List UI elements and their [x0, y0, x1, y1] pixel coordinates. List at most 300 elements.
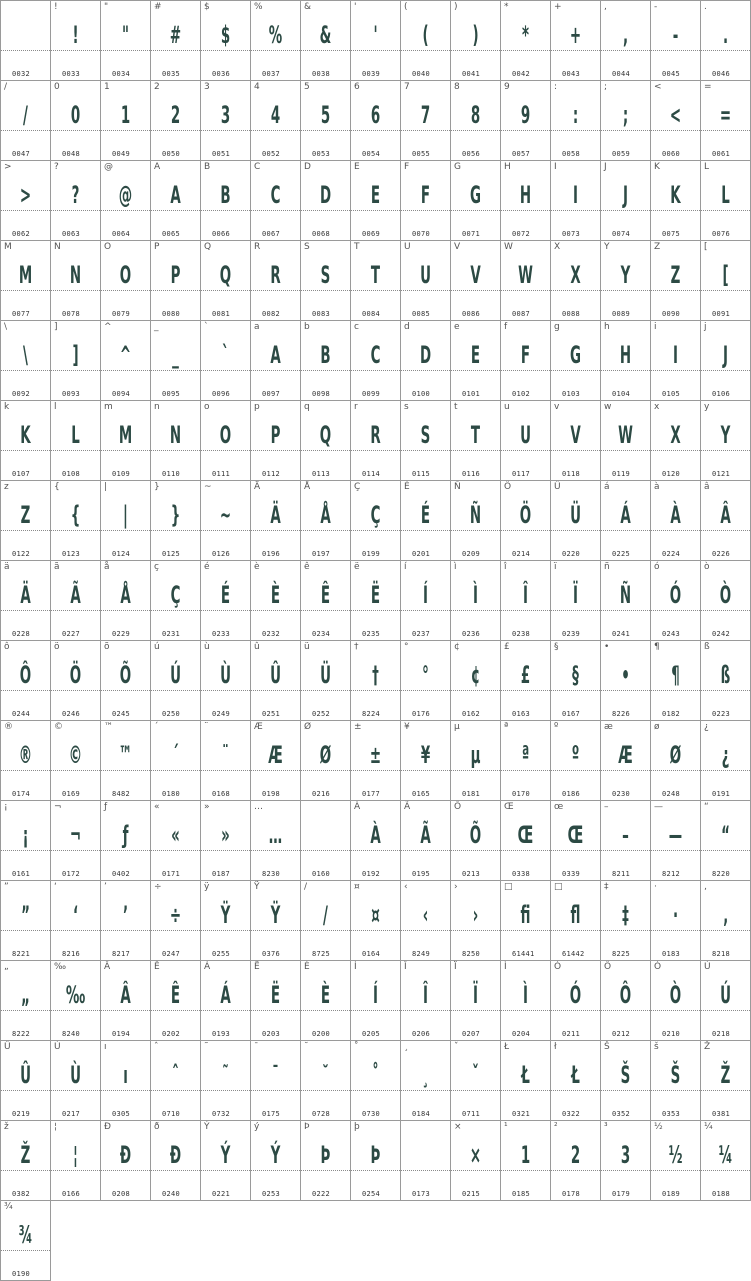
glyph-cell [601, 1041, 651, 1121]
font-glyph: • [621, 661, 630, 689]
glyph-cell [251, 721, 301, 801]
font-glyph: É [220, 581, 231, 609]
glyph-cell [151, 1041, 201, 1121]
reference-character: é [204, 562, 210, 572]
reference-character: ! [54, 2, 58, 12]
character-code: 0254 [362, 1190, 381, 1198]
baseline-guide [651, 530, 700, 531]
character-code: 0092 [12, 390, 31, 398]
character-code: 0211 [562, 1030, 581, 1038]
font-glyph: ¨ [222, 741, 229, 769]
baseline-guide [601, 210, 650, 211]
baseline-guide [51, 210, 100, 211]
reference-character: } [154, 482, 160, 492]
reference-character: ( [404, 2, 408, 12]
font-glyph: Ü [320, 661, 331, 689]
glyph-cell [251, 641, 301, 721]
glyph-cell [601, 881, 651, 961]
reference-character: ý [254, 1122, 260, 1132]
character-code: 0230 [612, 790, 631, 798]
reference-character: ] [54, 322, 58, 332]
baseline-guide [151, 130, 200, 131]
font-glyph: Œ [567, 821, 584, 849]
baseline-guide [551, 130, 600, 131]
baseline-guide [251, 930, 300, 931]
character-code: 0060 [662, 150, 681, 158]
baseline-guide [651, 1090, 700, 1091]
baseline-guide [101, 610, 150, 611]
character-code: 0101 [462, 390, 481, 398]
character-code: 0732 [212, 1110, 231, 1118]
glyph-cell [451, 321, 501, 401]
glyph-cell [201, 81, 251, 161]
reference-character: v [554, 402, 560, 412]
character-code: 0214 [512, 550, 531, 558]
character-code: 0111 [212, 470, 231, 478]
font-glyph: J [623, 181, 628, 209]
character-code: 0123 [62, 550, 81, 558]
glyph-cell [251, 321, 301, 401]
character-code: 0090 [662, 310, 681, 318]
glyph-cell [501, 721, 551, 801]
font-glyph: ¯ [272, 1061, 279, 1089]
baseline-guide [351, 50, 400, 51]
glyph-cell [501, 1, 551, 81]
font-glyph: ( [422, 21, 429, 49]
font-glyph: Ù [220, 661, 231, 689]
font-glyph: C [370, 341, 381, 369]
glyph-cell [351, 641, 401, 721]
baseline-guide [551, 450, 600, 451]
font-glyph: ° [422, 661, 429, 689]
glyph-cell [501, 641, 551, 721]
glyph-cell [201, 1041, 251, 1121]
reference-character: š [654, 1042, 659, 1052]
baseline-guide [401, 370, 450, 371]
font-glyph: O [219, 421, 232, 449]
glyph-cell [101, 241, 151, 321]
character-code: 0223 [712, 710, 731, 718]
baseline-guide [301, 850, 350, 851]
glyph-cell [551, 161, 601, 241]
glyph-cell [401, 241, 451, 321]
character-code: 8725 [312, 950, 331, 958]
font-glyph: K [670, 181, 681, 209]
character-code: 0236 [462, 630, 481, 638]
baseline-guide [151, 850, 200, 851]
reference-character: W [504, 242, 513, 252]
baseline-guide [351, 530, 400, 531]
glyph-cell [401, 161, 451, 241]
glyph-cell [501, 881, 551, 961]
glyph-cell [1, 1, 51, 81]
glyph-cell [301, 1, 351, 81]
glyph-cell [101, 481, 151, 561]
baseline-guide [251, 370, 300, 371]
glyph-cell [451, 1041, 501, 1121]
glyph-cell [51, 1, 101, 81]
reference-character: ˘ [304, 1042, 309, 1052]
glyph-cell [451, 801, 501, 881]
character-code: 0229 [112, 630, 131, 638]
character-code: 0192 [362, 870, 381, 878]
glyph-cell [601, 561, 651, 641]
baseline-guide [551, 770, 600, 771]
glyph-cell [551, 1041, 601, 1121]
glyph-cell [401, 81, 451, 161]
font-glyph: " [122, 21, 129, 49]
font-glyph: ; [622, 101, 629, 129]
glyph-cell [1, 721, 51, 801]
character-code: 0038 [312, 70, 331, 78]
glyph-cell [701, 161, 751, 241]
font-glyph: × [469, 1141, 482, 1169]
baseline-guide [701, 930, 750, 931]
character-code: 0033 [62, 70, 81, 78]
reference-character: ; [604, 82, 608, 92]
character-code: 0079 [112, 310, 131, 318]
character-code: 8222 [12, 1030, 31, 1038]
character-code: 0097 [262, 390, 281, 398]
reference-character: ò [704, 562, 710, 572]
baseline-guide [401, 130, 450, 131]
character-code: 0167 [562, 710, 581, 718]
baseline-guide [351, 610, 400, 611]
glyph-cell [501, 481, 551, 561]
glyph-cell [151, 1, 201, 81]
font-glyph: ¡ [22, 821, 29, 849]
reference-character: 9 [504, 82, 510, 92]
glyph-cell [501, 241, 551, 321]
character-code: 0049 [112, 150, 131, 158]
baseline-guide [201, 1090, 250, 1091]
baseline-guide [701, 210, 750, 211]
reference-character: Œ [504, 802, 514, 812]
font-glyph: Z [20, 501, 31, 529]
baseline-guide [151, 1170, 200, 1171]
baseline-guide [251, 850, 300, 851]
baseline-guide [101, 530, 150, 531]
glyph-cell [51, 401, 101, 481]
glyph-cell [401, 561, 451, 641]
reference-character: Û [4, 1042, 11, 1052]
glyph-cell [701, 801, 751, 881]
reference-character: ö [54, 642, 60, 652]
character-code: 0376 [262, 950, 281, 958]
reference-character: ± [354, 722, 362, 732]
font-glyph: ¦ [73, 1141, 78, 1169]
baseline-guide [201, 130, 250, 131]
font-glyph: Â [720, 501, 731, 529]
character-code: 0353 [662, 1110, 681, 1118]
baseline-guide [601, 1170, 650, 1171]
glyph-cell [251, 81, 301, 161]
baseline-guide [151, 450, 200, 451]
character-code: 8220 [712, 870, 731, 878]
font-glyph: ƒ [122, 821, 129, 849]
baseline-guide [651, 770, 700, 771]
character-code: 0066 [212, 230, 231, 238]
reference-character: Ç [354, 482, 361, 492]
font-glyph: Ì [523, 981, 528, 1009]
reference-character: t [454, 402, 458, 412]
character-code: 0074 [612, 230, 631, 238]
character-code: 0087 [512, 310, 531, 318]
font-glyph: 8 [470, 101, 481, 129]
font-glyph: / [23, 101, 28, 129]
glyph-cell [351, 881, 401, 961]
character-code: 0068 [312, 230, 331, 238]
glyph-cell [1, 961, 51, 1041]
character-code: 0041 [462, 70, 481, 78]
reference-character: Ð [104, 1122, 111, 1132]
baseline-guide [651, 930, 700, 931]
baseline-guide [51, 130, 100, 131]
glyph-cell [701, 1, 751, 81]
baseline-guide [351, 370, 400, 371]
font-glyph: Š [620, 1061, 631, 1089]
reference-character: V [454, 242, 461, 252]
baseline-guide [101, 1170, 150, 1171]
reference-character: É [404, 482, 410, 492]
glyph-cell [351, 161, 401, 241]
character-code: 0201 [412, 550, 431, 558]
character-code: 0339 [562, 870, 581, 878]
reference-character: ¦ [54, 1122, 58, 1132]
baseline-guide [51, 770, 100, 771]
baseline-guide [301, 50, 350, 51]
character-code: 8250 [462, 950, 481, 958]
reference-character: n [154, 402, 160, 412]
reference-character: È [304, 962, 310, 972]
character-code: 0037 [262, 70, 281, 78]
baseline-guide [701, 1090, 750, 1091]
glyph-cell [301, 801, 351, 881]
character-code: 0075 [662, 230, 681, 238]
baseline-guide [551, 530, 600, 531]
baseline-guide [651, 130, 700, 131]
glyph-cell [601, 321, 651, 401]
character-code: 8240 [62, 1030, 81, 1038]
font-glyph: À [670, 501, 681, 529]
reference-character: l [54, 402, 57, 412]
glyph-cell [451, 241, 501, 321]
character-code: 0251 [262, 710, 281, 718]
reference-character: a [254, 322, 260, 332]
font-glyph: P [270, 421, 281, 449]
character-code: 0246 [62, 710, 81, 718]
reference-character: â [704, 482, 710, 492]
reference-character: ² [554, 1122, 558, 1132]
character-code: 0160 [312, 870, 331, 878]
character-code: 0093 [62, 390, 81, 398]
font-glyph: ˆ [172, 1061, 179, 1089]
font-glyph: À [370, 821, 381, 849]
baseline-guide [201, 50, 250, 51]
baseline-guide [251, 1010, 300, 1011]
baseline-guide [301, 1090, 350, 1091]
reference-character: ˜ [204, 1042, 209, 1052]
font-glyph: 2 [170, 101, 181, 129]
baseline-guide [101, 930, 150, 931]
glyph-cell [451, 881, 501, 961]
font-glyph: Æ [618, 741, 633, 769]
reference-character: ç [154, 562, 159, 572]
character-code: 0103 [562, 390, 581, 398]
baseline-guide [601, 930, 650, 931]
baseline-guide [451, 50, 500, 51]
character-code: 0198 [262, 790, 281, 798]
font-glyph: 0 [70, 101, 81, 129]
baseline-guide [1, 210, 50, 211]
character-code: 0118 [562, 470, 581, 478]
glyph-cell [551, 321, 601, 401]
glyph-cell [251, 161, 301, 241]
baseline-guide [451, 690, 500, 691]
character-code: 0091 [712, 310, 731, 318]
baseline-guide [101, 210, 150, 211]
glyph-cell [351, 81, 401, 161]
baseline-guide [401, 1170, 450, 1171]
font-glyph: { [70, 501, 81, 529]
glyph-cell [151, 81, 201, 161]
character-code: 0114 [362, 470, 381, 478]
reference-character: O [104, 242, 112, 252]
glyph-cell [701, 401, 751, 481]
baseline-guide [301, 770, 350, 771]
character-code: 0168 [212, 790, 231, 798]
baseline-guide [401, 290, 450, 291]
baseline-guide [151, 370, 200, 371]
font-glyph: C [270, 181, 281, 209]
character-code: 0253 [262, 1190, 281, 1198]
reference-character: ^ [104, 322, 112, 332]
baseline-guide [401, 1090, 450, 1091]
reference-character: □ [554, 882, 563, 892]
reference-character: Õ [454, 802, 462, 812]
glyph-cell [351, 961, 401, 1041]
glyph-cell [301, 881, 351, 961]
glyph-cell [451, 81, 501, 161]
character-code: 0057 [512, 150, 531, 158]
glyph-cell [51, 1121, 101, 1201]
character-code: 0073 [562, 230, 581, 238]
baseline-guide [401, 690, 450, 691]
font-glyph: Ÿ [270, 901, 281, 929]
glyph-cell [701, 561, 751, 641]
font-glyph: 4 [270, 101, 281, 129]
baseline-guide [451, 770, 500, 771]
glyph-cell [301, 1041, 351, 1121]
reference-character: ¿ [704, 722, 709, 732]
character-code: 0244 [12, 710, 31, 718]
baseline-guide [351, 770, 400, 771]
reference-character: è [254, 562, 260, 572]
glyph-cell [201, 321, 251, 401]
reference-character: Ł [504, 1042, 510, 1052]
reference-character: Q [204, 242, 212, 252]
font-glyph: R [370, 421, 381, 449]
glyph-cell [101, 1121, 151, 1201]
glyph-cell [551, 881, 601, 961]
character-code: 0235 [362, 630, 381, 638]
font-glyph: [ [722, 261, 729, 289]
glyph-cell [351, 401, 401, 481]
baseline-guide [451, 1170, 500, 1171]
glyph-cell [601, 401, 651, 481]
glyph-cell [451, 561, 501, 641]
reference-character: À [354, 802, 361, 812]
baseline-guide [601, 450, 650, 451]
baseline-guide [401, 1010, 450, 1011]
glyph-cell [51, 481, 101, 561]
glyph-cell [1, 321, 51, 401]
baseline-guide [551, 50, 600, 51]
font-glyph: } [170, 501, 181, 529]
font-glyph: ™ [118, 741, 133, 769]
glyph-cell [201, 561, 251, 641]
font-glyph: E [370, 181, 381, 209]
baseline-guide [351, 1170, 400, 1171]
baseline-guide [551, 690, 600, 691]
reference-character: ˇ [454, 1042, 459, 1052]
baseline-guide [601, 1010, 650, 1011]
character-code: 0119 [612, 470, 631, 478]
font-glyph: » [221, 821, 230, 849]
font-glyph: Ø [669, 741, 682, 769]
font-glyph: G [470, 181, 481, 209]
baseline-guide [51, 450, 100, 451]
baseline-guide [201, 690, 250, 691]
font-glyph: | [123, 501, 128, 529]
character-code: 0120 [662, 470, 681, 478]
reference-character: y [704, 402, 710, 412]
glyph-cell [301, 241, 351, 321]
font-glyph: B [320, 341, 331, 369]
reference-character: Ú [704, 962, 711, 972]
baseline-guide [1, 1170, 50, 1171]
reference-character: H [504, 162, 511, 172]
character-code: 0186 [562, 790, 581, 798]
reference-character: £ [504, 642, 510, 652]
glyph-cell [51, 641, 101, 721]
character-code: 0220 [562, 550, 581, 558]
glyph-cell [501, 401, 551, 481]
reference-character: ì [454, 562, 457, 572]
character-code: 0051 [212, 150, 231, 158]
reference-character: ‰ [54, 962, 67, 972]
character-code: 0085 [412, 310, 431, 318]
baseline-guide [101, 1010, 150, 1011]
font-glyph: ˇ [472, 1061, 479, 1089]
reference-character: Ý [204, 1122, 210, 1132]
baseline-guide [701, 1170, 750, 1171]
baseline-guide [1, 770, 50, 771]
glyph-cell [401, 1121, 451, 1201]
baseline-guide [51, 1010, 100, 1011]
reference-character: Ò [654, 962, 662, 972]
glyph-cell [451, 401, 501, 481]
reference-character: - [654, 2, 658, 12]
font-glyph: B [220, 181, 231, 209]
reference-character: o [204, 402, 210, 412]
baseline-guide [251, 130, 300, 131]
character-code: 0728 [312, 1110, 331, 1118]
reference-character: ß [704, 642, 710, 652]
reference-character: Ö [504, 482, 512, 492]
font-glyph: ® [18, 741, 33, 769]
font-glyph: Ł [521, 1061, 530, 1089]
